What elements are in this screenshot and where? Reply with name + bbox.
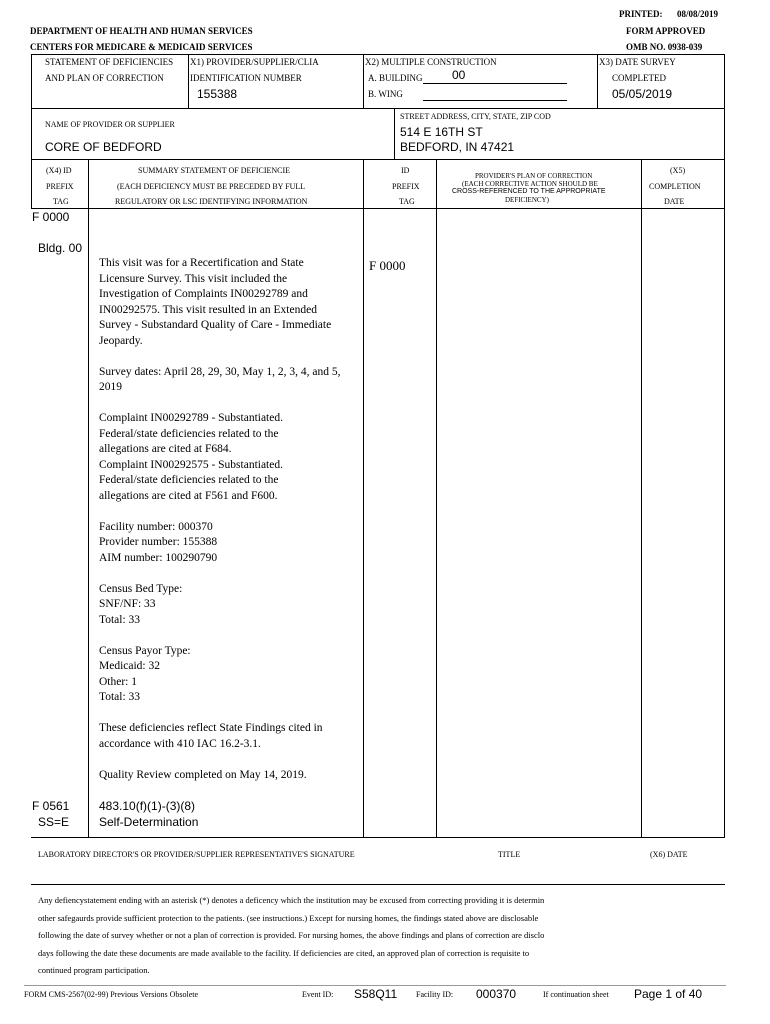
summary-line: Total: 33: [99, 691, 141, 703]
wing-label: B. WING: [368, 89, 403, 99]
building-tag: Bldg. 00: [38, 241, 83, 255]
footnote-line: days following the date these documents are made available to the facility. If deficiencies are cited, an approved plan of correction is requisite to: [38, 947, 530, 958]
right-border: [724, 54, 725, 838]
summary-line: Other: 1: [99, 675, 138, 688]
completed-label: COMPLETED: [612, 73, 666, 83]
footnote-line: following the date of survey whether or not a plan of correction is provided. For nursing homes, the above findings and plans of correction are disclo: [38, 930, 545, 940]
divider-x1: [188, 54, 189, 109]
left-border-columns: [31, 159, 32, 208]
x1-label: X1) PROVIDER/SUPPLIER/CLIA: [190, 57, 319, 67]
summary-line: AIM number: 100290790: [99, 551, 218, 564]
address-line2: BEDFORD, IN 47421: [400, 140, 515, 154]
summary-line: Facility number: 000370: [99, 520, 213, 533]
plan-label-2: (EACH CORRECTIVE ACTION SHOULD BE: [462, 180, 598, 188]
disclosure-footnote: [38, 892, 544, 980]
divider-summary: [363, 159, 364, 838]
date-survey-label: X3) DATE SURVEY: [599, 57, 676, 67]
footnote-line: Any defiencystatement ending with an asterisk (*) denotes a deficency which the institution may be excused from correcting providing it is determin: [38, 895, 545, 905]
footnote-line: continued program participation.: [38, 965, 150, 975]
event-id-value: S58Q11: [354, 987, 398, 1001]
centers-title: CENTERS FOR MEDICARE & MEDICAID SERVICES: [30, 42, 253, 52]
summary-line: These deficiencies reflect State Findings cited in: [99, 722, 323, 734]
address-label: STREET ADDRESS, CITY, STATE, ZIP COD: [400, 112, 551, 121]
id-label: ID: [401, 166, 410, 175]
f0561-title: Self-Determination: [99, 815, 199, 829]
scope-severity: SS=E: [38, 815, 70, 829]
summary-line: Survey - Substandard Quality of Care - Immediate: [99, 319, 332, 331]
divider-plan: [641, 159, 642, 838]
tag-f0561: F 0561: [32, 799, 70, 813]
title-label: TITLE: [498, 850, 521, 859]
facility-id-value: 000370: [476, 987, 517, 1001]
f0561-regulation: 483.10(f)(1)-(3)(8): [99, 799, 196, 813]
building-label: A. BUILDING: [368, 73, 423, 83]
building-value: 00: [452, 68, 466, 82]
divider-x3: [597, 54, 598, 109]
wing-underline: [423, 100, 567, 101]
summary-line: Census Bed Type:: [99, 582, 183, 595]
summary-line: Investigation of Complaints IN00292789 and: [99, 288, 308, 300]
plan-of-correction-label: AND PLAN OF CORRECTION: [45, 73, 164, 83]
x6-date-label: (X6) DATE: [650, 850, 688, 859]
summary-line: Federal/state deficiencies related to the: [99, 474, 279, 486]
id-tag-label: TAG: [399, 197, 415, 206]
facility-id-label: Facility ID:: [416, 990, 454, 999]
summary-line: Provider number: 155388: [99, 536, 218, 548]
summary-line: Licensure Survey. This visit included the: [99, 272, 288, 285]
left-border-top: [31, 54, 32, 109]
plan-label-4: DEFICIENCY): [505, 196, 549, 204]
identification-number-value: 155388: [197, 87, 238, 101]
summary-line: Medicaid: 32: [99, 660, 160, 672]
form-number: FORM CMS-2567(02-99) Previous Versions Obsolete: [24, 990, 199, 999]
signature-bottom-rule: [31, 884, 725, 885]
x4-tag-label: TAG: [53, 197, 69, 206]
plan-label-3: CROSS-REFERENCED TO THE APPROPRIATE: [452, 188, 606, 195]
summary-line: Federal/state deficiencies related to the: [99, 427, 279, 440]
statement-label: STATEMENT OF DEFICIENCIES: [45, 57, 174, 67]
table-top-border: [31, 54, 725, 55]
form-approved: FORM APPROVED: [626, 26, 706, 36]
printed-date: 08/08/2019: [677, 9, 719, 19]
summary-line: allegations are cited at F684.: [99, 443, 232, 455]
continuation-label: If continuation sheet: [543, 990, 609, 999]
building-underline: [423, 83, 567, 84]
address-line1: 514 E 16TH ST: [400, 125, 483, 139]
summary-line: IN00292575. This visit resulted in an Extended: [99, 303, 317, 316]
date-survey-value: 05/05/2019: [612, 87, 673, 101]
provider-name-value: CORE OF BEDFORD: [45, 140, 162, 154]
provider-name-label: NAME OF PROVIDER OR SUPPLIER: [45, 120, 175, 129]
divider-x2: [363, 54, 364, 109]
divider-address: [394, 108, 395, 160]
department-title: DEPARTMENT OF HEALTH AND HUMAN SERVICES: [30, 26, 253, 36]
summary-line: 2019: [99, 381, 122, 393]
summary-line: allegations are cited at F561 and F600.: [99, 489, 278, 502]
printed-label: PRINTED:: [619, 9, 663, 19]
divider-id: [436, 159, 437, 838]
director-signature-label: LABORATORY DIRECTOR'S OR PROVIDER/SUPPLIER REPRESENTATIVE'S SIGNATURE: [38, 850, 355, 859]
row-divider-body: [31, 208, 725, 209]
x5-label: (X5): [670, 166, 686, 175]
completion-label: COMPLETION: [649, 182, 701, 191]
event-id-label: Event ID:: [302, 990, 334, 999]
deficiency-summary-text: [99, 256, 340, 783]
date-label: DATE: [664, 197, 685, 206]
x4-id-label: (X4) ID: [46, 166, 72, 175]
summary-line: Quality Review completed on May 14, 2019.: [99, 768, 307, 781]
summary-line: Jeopardy.: [99, 334, 143, 347]
summary-line: Census Payor Type:: [99, 644, 191, 657]
footnote-line: other safegaurds provide sufficient protection to the patients. (see instructions.) Except for nursing homes, the findings stated above are disclosable: [38, 912, 539, 923]
table-bottom-border: [31, 837, 725, 838]
summary-line: Total: 33: [99, 613, 141, 626]
omb-number: OMB NO. 0938-039: [626, 42, 703, 52]
divider-x4: [88, 159, 89, 838]
row-divider-columns: [31, 159, 725, 160]
identification-number-label: IDENTIFICATION NUMBER: [190, 73, 302, 83]
summary-line: accordance with 410 IAC 16.2-3.1.: [99, 737, 261, 750]
summary-line: Complaint IN00292789 - Substantiated.: [99, 412, 283, 424]
x4-prefix-label: PREFIX: [46, 182, 74, 191]
summary-line: SNF/NF: 33: [99, 598, 156, 610]
summary-label-3: REGULATORY OR LSC IDENTIFYING INFORMATION: [115, 197, 308, 206]
tag-f0000: F 0000: [32, 210, 70, 224]
left-border-provider: [31, 108, 32, 160]
id-f0000: F 0000: [369, 258, 406, 273]
summary-line: Complaint IN00292575 - Substantiated.: [99, 458, 283, 471]
summary-label-2: (EACH DEFICIENCY MUST BE PRECEDED BY FULL: [117, 182, 306, 191]
plan-label-1: PROVIDER'S PLAN OF CORRECTION: [475, 172, 593, 180]
multiple-construction-label: X2) MULTIPLE CONSTRUCTION: [365, 57, 497, 67]
id-prefix-label: PREFIX: [392, 182, 420, 191]
row-divider-provider: [31, 108, 725, 109]
summary-line: This visit was for a Recertification and State: [99, 257, 304, 269]
summary-line: Survey dates: April 28, 29, 30, May 1, 2, 3, 4, and 5,: [99, 365, 341, 378]
footer-rule: [24, 985, 726, 986]
summary-label-1: SUMMARY STATEMENT OF DEFICIENCIE: [138, 166, 291, 175]
page-number: Page 1 of 40: [634, 987, 703, 1001]
